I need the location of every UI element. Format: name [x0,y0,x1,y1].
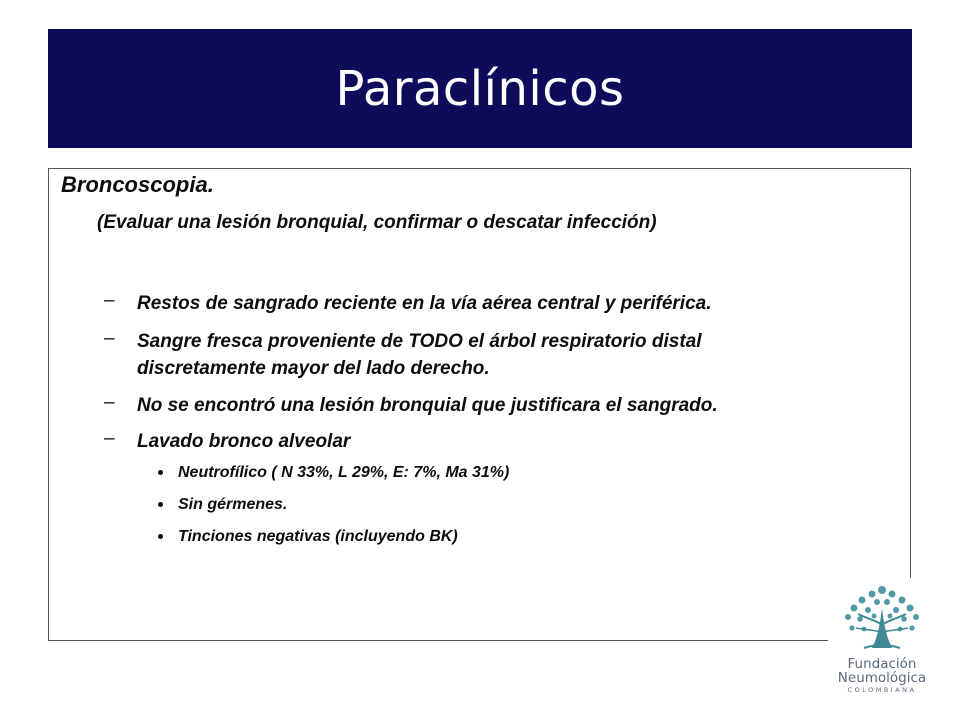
lavage-detail: Sin gérmenes. [178,496,288,513]
logo-line-3: COLOMBIANA [847,686,917,694]
finding-item: Restos de sangrado reciente en la vía aérea central y periférica. [137,293,712,314]
section-subtitle: (Evaluar una lesión bronquial, confirmar o descatar infección) [97,212,657,233]
tree-logo-icon [834,584,930,656]
finding-item-continuation: discretamente mayor del lado derecho. [137,358,490,379]
dash-bullet: – [104,290,115,311]
title-band [48,29,912,148]
bullet-dot [158,470,163,475]
lavage-detail: Tinciones negativas (incluyendo BK) [178,528,458,545]
slide-title: Paraclínicos [335,60,625,117]
dash-bullet: – [104,328,115,349]
bullet-dot [158,534,163,539]
dash-bullet: – [104,392,115,413]
bullet-dot [158,502,163,507]
logo-line-2: Neumológica [837,670,927,686]
dash-bullet: – [104,428,115,449]
finding-item: Lavado bronco alveolar [137,431,351,452]
logo-name [830,657,934,685]
finding-item: No se encontró una lesión bronquial que justificara el sangrado. [137,395,718,416]
logo-line-1: Fundación [847,656,917,672]
section-heading: Broncoscopia. [61,172,214,197]
finding-item: Sangre fresca proveniente de TODO el árbol respiratorio distal [137,331,702,352]
lavage-detail: Neutrofílico ( N 33%, L 29%, E: 7%, Ma 31%) [178,464,510,481]
